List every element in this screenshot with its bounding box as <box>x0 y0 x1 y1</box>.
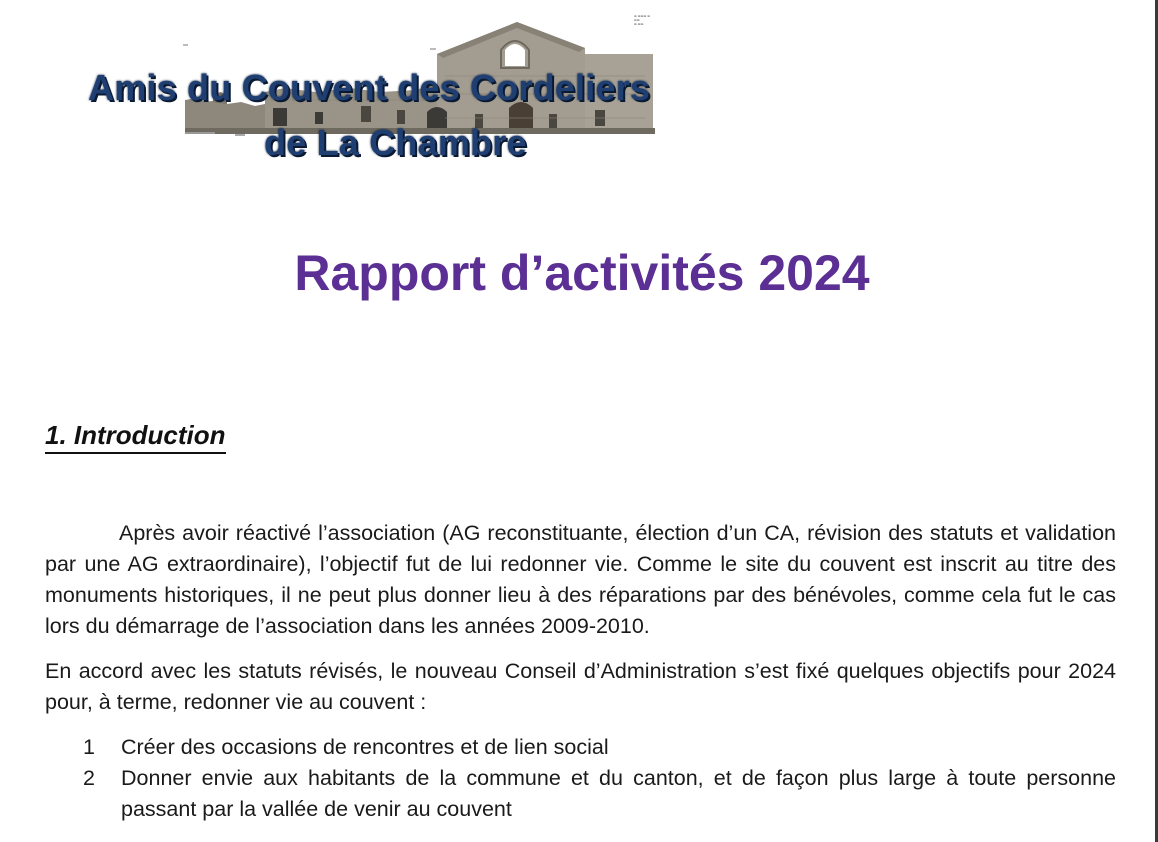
list-item <box>45 763 1116 825</box>
report-title: Rapport d’activités 2024 <box>294 245 870 301</box>
list-item-number: 1 <box>83 735 95 759</box>
association-name-line2: de La Chambre <box>264 122 527 163</box>
section-heading: 1. Introduction <box>45 418 226 454</box>
list-item-text: Donner envie aux habitants de la commune et du canton, et de façon plus large à toute personne passant par la vallée de venir au couvent <box>121 766 1116 821</box>
section-body <box>45 518 1116 825</box>
list-item-text: Créer des occasions de rencontres et de lien social <box>121 735 609 759</box>
banner-image-artifact: ▬ ▬▬▬ ▬ ▬▬ ▬ ▬▬ <box>634 14 651 26</box>
association-name <box>88 60 768 170</box>
association-name-line1: Amis du Couvent des Cordeliers <box>88 67 651 108</box>
list-item-number: 2 <box>83 766 95 790</box>
paragraph: Après avoir réactivé l’association (AG reconstituante, élection d’un CA, révision des statuts et validation par une AG extraordinaire), l’objectif fut de lui redonner vie. Comme le site du couvent est inscrit au titre des monuments historiques, il ne peut plus donner lieu à des réparations par des bénévoles, comme cela fut le cas lors du démarrage de l’association dans les années 2009-2010. <box>45 521 1116 638</box>
objectives-list <box>45 732 1116 825</box>
paragraph: En accord avec les statuts révisés, le nouveau Conseil d’Administration s’est fixé quelques objectifs pour 2024 pour, à terme, redonner vie au couvent : <box>45 659 1116 714</box>
list-item <box>45 732 1116 763</box>
